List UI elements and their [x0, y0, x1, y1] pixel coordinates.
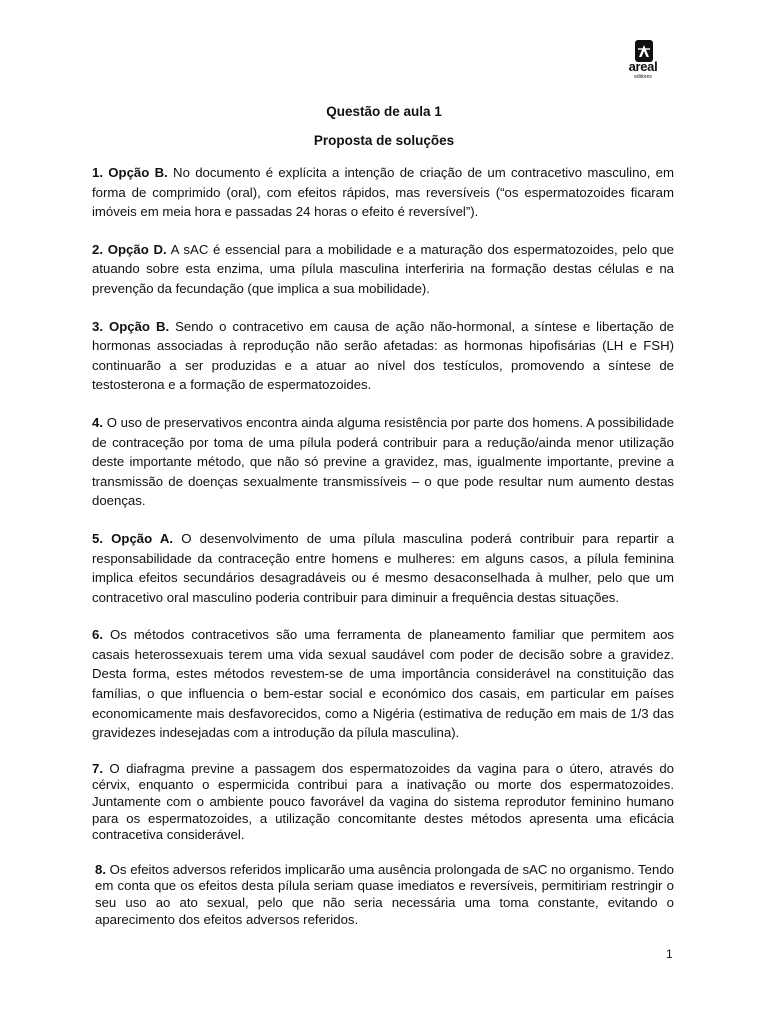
- answer-text: Os efeitos adversos referidos implicarão uma ausência prolongada de sAC no organismo. Tendo em conta que os efeitos desta pílula seriam quase imediatos e reversíveis, permitiriam restringir o seu uso ao ato sexual, pelo que não seria necessária uma toma constante, evitando o aparecimento dos efeitos adversos referidos.: [95, 861, 674, 927]
- answer-item-3: [92, 317, 674, 395]
- answer-item-2: [92, 240, 674, 299]
- answer-item-7: [92, 761, 674, 844]
- answer-lead: 5. Opção A.: [92, 530, 174, 546]
- answer-text: O desenvolvimento de uma pílula masculina poderá contribuir para repartir a responsabilidade da contraceção entre homens e mulheres: em alguns casos, a pílula feminina implica efeitos secundários desagradáveis ou é mesmo desaconselhada à mulher, pelo que um contracetivo oral masculino poderia contribuir para diminuir a frequência destas situações.: [92, 530, 674, 605]
- answers-list: [92, 163, 674, 928]
- answer-text: O uso de preservativos encontra ainda alguma resistência por parte dos homens. A possibilidade de contraceção por toma de uma pílula poderá contribuir para a redução/ainda menor utilização deste importante método, que não só previne a gravidez, mas, igualmente importante, previne a transmissão de doenças sexualmente transmissíveis – o que pode resultar num aumento destas doenças.: [92, 414, 674, 509]
- logo-brand-text: areal: [628, 59, 658, 74]
- answer-text: Sendo o contracetivo em causa de ação não-hormonal, a síntese e libertação de hormonas associadas à reprodução não serão afetadas: as hormonas hipofisárias (LH e FSH) continuarão a ser produzidas e a atuar ao nível dos testículos, promovendo a síntese de testosterona e a formação de espermatozoides.: [92, 318, 674, 393]
- answer-lead: 8.: [95, 861, 106, 877]
- page-title: Questão de aula 1: [326, 104, 442, 119]
- answer-lead: 1. Opção B.: [92, 165, 168, 180]
- answer-lead: 4.: [92, 414, 103, 430]
- page-subtitle: Proposta de soluções: [313, 133, 455, 148]
- answer-lead: 6.: [92, 627, 103, 643]
- answer-item-1: [92, 163, 674, 222]
- answer-item-8: [92, 862, 674, 928]
- answer-lead: 2. Opção D.: [92, 241, 167, 257]
- answer-text: A sAC é essencial para a mobilidade e a maturação dos espermatozoides, pelo que atuando sobre esta enzima, uma pílula masculina interferiria na formação destas células e na prevenção da fecundação (que implica a sua mobilidade).: [92, 241, 674, 296]
- answer-text: O diafragma previne a passagem dos espermatozoides da vagina para o útero, através do cérvix, enquanto o espermicida contribui para a inativação ou morte dos espermatozoides. Juntamente com o ambiente pouco favorável da vagina do sistema reprodutor feminino humano para os espermatozoides, a utilização concomitante destes métodos apresenta uma eficácia contracetiva considerável.: [92, 760, 674, 843]
- answer-text: No documento é explícita a intenção de criação de um contracetivo masculino, em forma de comprimido (oral), com efeitos rápidos, mas reversíveis (“os espermatozoides ficaram imóveis em meia hora e passadas 24 horas o efeito é reversível”).: [92, 165, 674, 220]
- answer-lead: 7.: [92, 760, 103, 776]
- logo-sub-text: editores: [634, 74, 652, 80]
- answer-item-6: [92, 625, 674, 743]
- answer-item-4: [92, 413, 674, 511]
- publisher-logo: [618, 40, 668, 88]
- page-number: 1: [666, 947, 673, 961]
- answer-lead: 3. Opção B.: [92, 318, 170, 334]
- answer-text: Os métodos contracetivos são uma ferramenta de planeamento familiar que permitem aos casais heterossexuais terem uma vida sexual saudável com poder de decisão sobre a gravidez. Desta forma, estes métodos revestem-se de uma importância considerável na constituição das famílias, o que influencia o bem-estar social e económico dos casais, em particular em países economicamente mais desfavorecidos, como a Nigéria (estimativa de redução em mais de 1/3 das gravidezes indesejadas com a introdução da pílula masculina).: [92, 627, 674, 741]
- answer-item-5: [92, 529, 674, 607]
